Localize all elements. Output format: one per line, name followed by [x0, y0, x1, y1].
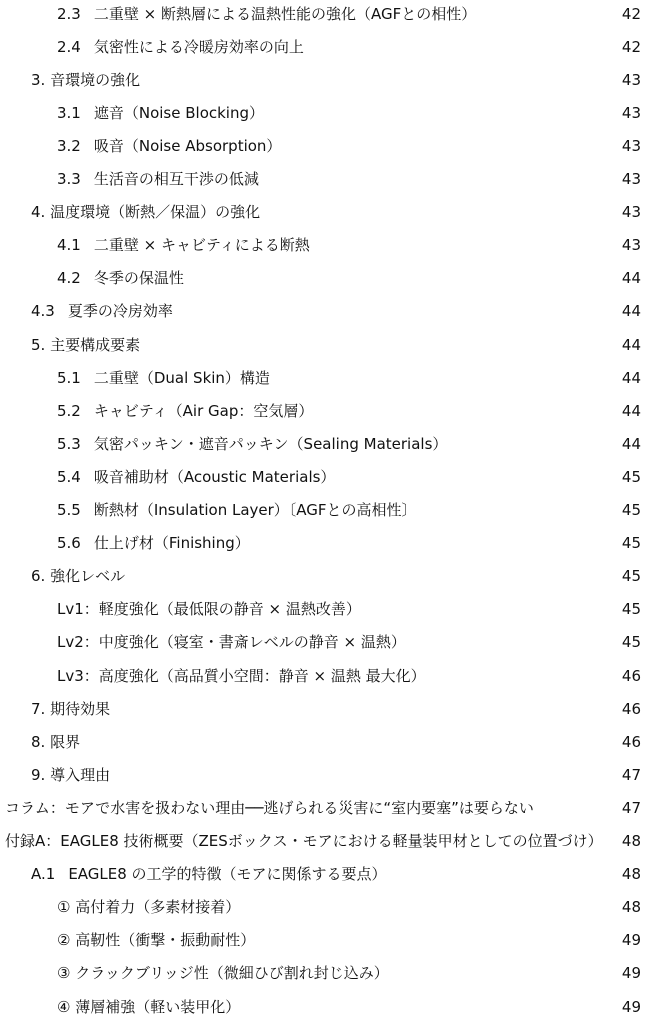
toc-entry[interactable]: [0, 129, 647, 162]
toc-entry[interactable]: [0, 460, 647, 493]
toc-entry-title: [0, 136, 647, 156]
toc-entry[interactable]: [0, 956, 647, 989]
toc-page-number: 49: [621, 997, 641, 1016]
toc-page-number: 45: [621, 467, 641, 486]
toc-entry-title: [0, 963, 647, 983]
toc-entry-label: コラム：モアで水害を扱わない理由──逃げられる災害に“室内要塞”は要らない: [5, 798, 534, 817]
toc-page-number: 48: [621, 831, 641, 850]
toc-entry-label: ③ クラックブリッジ性（微細ひび割れ封じ込み）: [57, 963, 389, 982]
toc-entry-number: 3.1: [57, 103, 81, 122]
toc-entry-title: [0, 765, 647, 785]
toc-page-number: 42: [621, 4, 641, 23]
toc-entry[interactable]: [0, 0, 647, 30]
toc-entry-label: Lv3：高度強化（高品質小空間：静音 × 温熱 最大化）: [57, 666, 426, 685]
toc-entry-label: 気密性による冷暖房効率の向上: [93, 37, 304, 56]
toc-entry[interactable]: [0, 857, 647, 890]
toc-entry-number: 2.3: [57, 4, 81, 23]
toc-entry-title: [0, 798, 647, 818]
toc-entry[interactable]: [0, 195, 647, 228]
toc-entry[interactable]: [0, 394, 647, 427]
toc-page-number: 44: [621, 268, 641, 287]
toc-entry-number: 2.4: [57, 37, 81, 56]
toc-page-number: 46: [621, 699, 641, 718]
toc-entry-title: [0, 235, 647, 255]
toc-entry-number: 5.1: [57, 368, 81, 387]
toc-entry-label: 冬季の保温性: [93, 268, 184, 287]
toc-entry-label: ① 高付着力（多素材接着）: [57, 897, 241, 916]
toc-page-number: 48: [621, 864, 641, 883]
toc-entry-title: [0, 930, 647, 950]
toc-entry[interactable]: [0, 791, 647, 824]
toc-entry[interactable]: [0, 493, 647, 526]
toc-page-number: 46: [621, 666, 641, 685]
toc-entry[interactable]: [0, 228, 647, 261]
toc-entry-number: 5.3: [57, 434, 81, 453]
toc-entry-label: Lv2：中度強化（寝室・書斎レベルの静音 × 温熱）: [57, 632, 406, 651]
toc-page-number: 43: [621, 202, 641, 221]
toc-entry-label: ④ 薄層補強（軽い装甲化）: [57, 997, 241, 1016]
toc-entry-label: 付録A：EAGLE8 技術概要（ZESボックス・モアにおける軽量装甲材としての位置づけ）: [5, 831, 603, 850]
toc-page-number: 43: [621, 136, 641, 155]
toc-entry-title: [0, 202, 647, 222]
toc-entry-title: [0, 467, 647, 487]
toc-page-number: 46: [621, 732, 641, 751]
toc-entry-title: [0, 566, 647, 586]
toc-entry[interactable]: [0, 526, 647, 559]
toc-page-number: 44: [621, 368, 641, 387]
toc-page-number: 45: [621, 599, 641, 618]
toc-entry-title: [0, 533, 647, 553]
toc-entry[interactable]: [0, 63, 647, 96]
toc-entry-label: 気密パッキン・遮音パッキン（Sealing Materials）: [93, 434, 448, 453]
toc-page-number: 45: [621, 632, 641, 651]
toc-entry[interactable]: [0, 923, 647, 956]
toc-entry-label: 8. 限界: [31, 732, 81, 751]
toc-entry[interactable]: [0, 692, 647, 725]
toc-entry-title: [0, 864, 647, 884]
toc-entry[interactable]: [0, 427, 647, 460]
toc-page-number: 47: [621, 798, 641, 817]
toc-entry-number: 4.2: [57, 268, 81, 287]
toc-page-number: 42: [621, 37, 641, 56]
toc-entry-label: 二重壁 × キャビティによる断熱: [93, 235, 310, 254]
toc-entry-title: [0, 103, 647, 123]
toc-entry-title: [0, 997, 647, 1017]
toc-entry-title: [0, 599, 647, 619]
toc-page-number: 49: [621, 930, 641, 949]
toc-entry-label: 二重壁（Dual Skin）構造: [93, 368, 270, 387]
toc-entry-title: [0, 732, 647, 752]
toc-entry-number: 5.6: [57, 533, 81, 552]
toc-entry-title: [0, 301, 647, 321]
toc-entry[interactable]: [0, 294, 647, 327]
toc-entry-label: ② 高靭性（衝撃・振動耐性）: [57, 930, 256, 949]
toc-entry-number: 5.5: [57, 500, 81, 519]
toc-entry-number: 4.1: [57, 235, 81, 254]
toc-entry[interactable]: [0, 659, 647, 692]
toc-entry-label: 遮音（Noise Blocking）: [93, 103, 265, 122]
toc-entry[interactable]: [0, 890, 647, 923]
toc-entry-title: [0, 632, 647, 652]
toc-page-number: 43: [621, 70, 641, 89]
toc-entry-label: 9. 導入理由: [31, 765, 111, 784]
toc-entry-label: 3. 音環境の強化: [31, 70, 141, 89]
toc-entry[interactable]: [0, 625, 647, 658]
toc-page-number: 45: [621, 500, 641, 519]
toc-entry-number: 4.3: [31, 301, 55, 320]
toc-entry-label: 二重壁 × 断熱層による温熱性能の強化（AGFとの相性）: [93, 4, 477, 23]
toc-entry-label: 吸音（Noise Absorption）: [93, 136, 282, 155]
toc-entry-title: [0, 897, 647, 917]
toc-entry-title: [0, 500, 647, 520]
toc-entry[interactable]: [0, 261, 647, 294]
toc-entry-title: [0, 368, 647, 388]
toc-entry-number: 3.3: [57, 169, 81, 188]
toc-entry-label: 7. 期待効果: [31, 699, 111, 718]
toc-entry-title: [0, 831, 647, 851]
toc-entry[interactable]: [0, 758, 647, 791]
toc-entry[interactable]: [0, 559, 647, 592]
toc-page-number: 43: [621, 103, 641, 122]
toc-entry[interactable]: [0, 592, 647, 625]
toc-entry-label: 吸音補助材（Acoustic Materials）: [93, 467, 336, 486]
toc-page-number: 44: [621, 434, 641, 453]
toc-entry-label: 6. 強化レベル: [31, 566, 126, 585]
toc-entry-label: 生活音の相互干渉の低減: [93, 169, 259, 188]
toc-entry-title: [0, 268, 647, 288]
toc-entry-title: [0, 70, 647, 90]
toc-entry-label: 夏季の冷房効率: [67, 301, 173, 320]
toc-entry-number: A.1: [31, 864, 56, 883]
toc-entry[interactable]: [0, 162, 647, 195]
toc-page-number: 44: [621, 301, 641, 320]
toc-entry-number: 3.2: [57, 136, 81, 155]
toc-entry[interactable]: [0, 328, 647, 361]
toc-entry[interactable]: [0, 990, 647, 1023]
toc-entry-title: [0, 401, 647, 421]
toc-entry-label: 断熱材（Insulation Layer）〔AGFとの高相性〕: [93, 500, 417, 519]
toc-page-number: 49: [621, 963, 641, 982]
toc-page-number: 47: [621, 765, 641, 784]
toc-entry-number: 5.2: [57, 401, 81, 420]
toc-entry[interactable]: [0, 824, 647, 857]
toc-page-number: 45: [621, 566, 641, 585]
toc-entry-label: Lv1：軽度強化（最低限の静音 × 温熱改善）: [57, 599, 361, 618]
toc-page-number: 43: [621, 169, 641, 188]
toc-entry-title: [0, 666, 647, 686]
toc-entry-label: EAGLE8 の工学的特徴（モアに関係する要点）: [68, 864, 387, 883]
toc-entry-label: キャビティ（Air Gap：空気層）: [93, 401, 314, 420]
toc-entry[interactable]: [0, 30, 647, 63]
toc-entry-title: [0, 699, 647, 719]
toc-page-number: 43: [621, 235, 641, 254]
toc-entry[interactable]: [0, 361, 647, 394]
toc-page-number: 48: [621, 897, 641, 916]
toc-entry-label: 仕上げ材（Finishing）: [93, 533, 250, 552]
toc-entry[interactable]: [0, 96, 647, 129]
toc-entry-title: [0, 434, 647, 454]
toc-entry-label: 4. 温度環境（断熱／保温）の強化: [31, 202, 261, 221]
toc-entry-number: 5.4: [57, 467, 81, 486]
toc-entry-title: [0, 37, 647, 57]
toc-page-number: 44: [621, 401, 641, 420]
toc-page-number: 44: [621, 335, 641, 354]
toc-page-number: 45: [621, 533, 641, 552]
toc-entry-title: [0, 169, 647, 189]
toc-entry-label: 5. 主要構成要素: [31, 335, 141, 354]
toc-entry[interactable]: [0, 725, 647, 758]
toc-entry-title: [0, 335, 647, 355]
toc-entry-title: [0, 4, 647, 24]
